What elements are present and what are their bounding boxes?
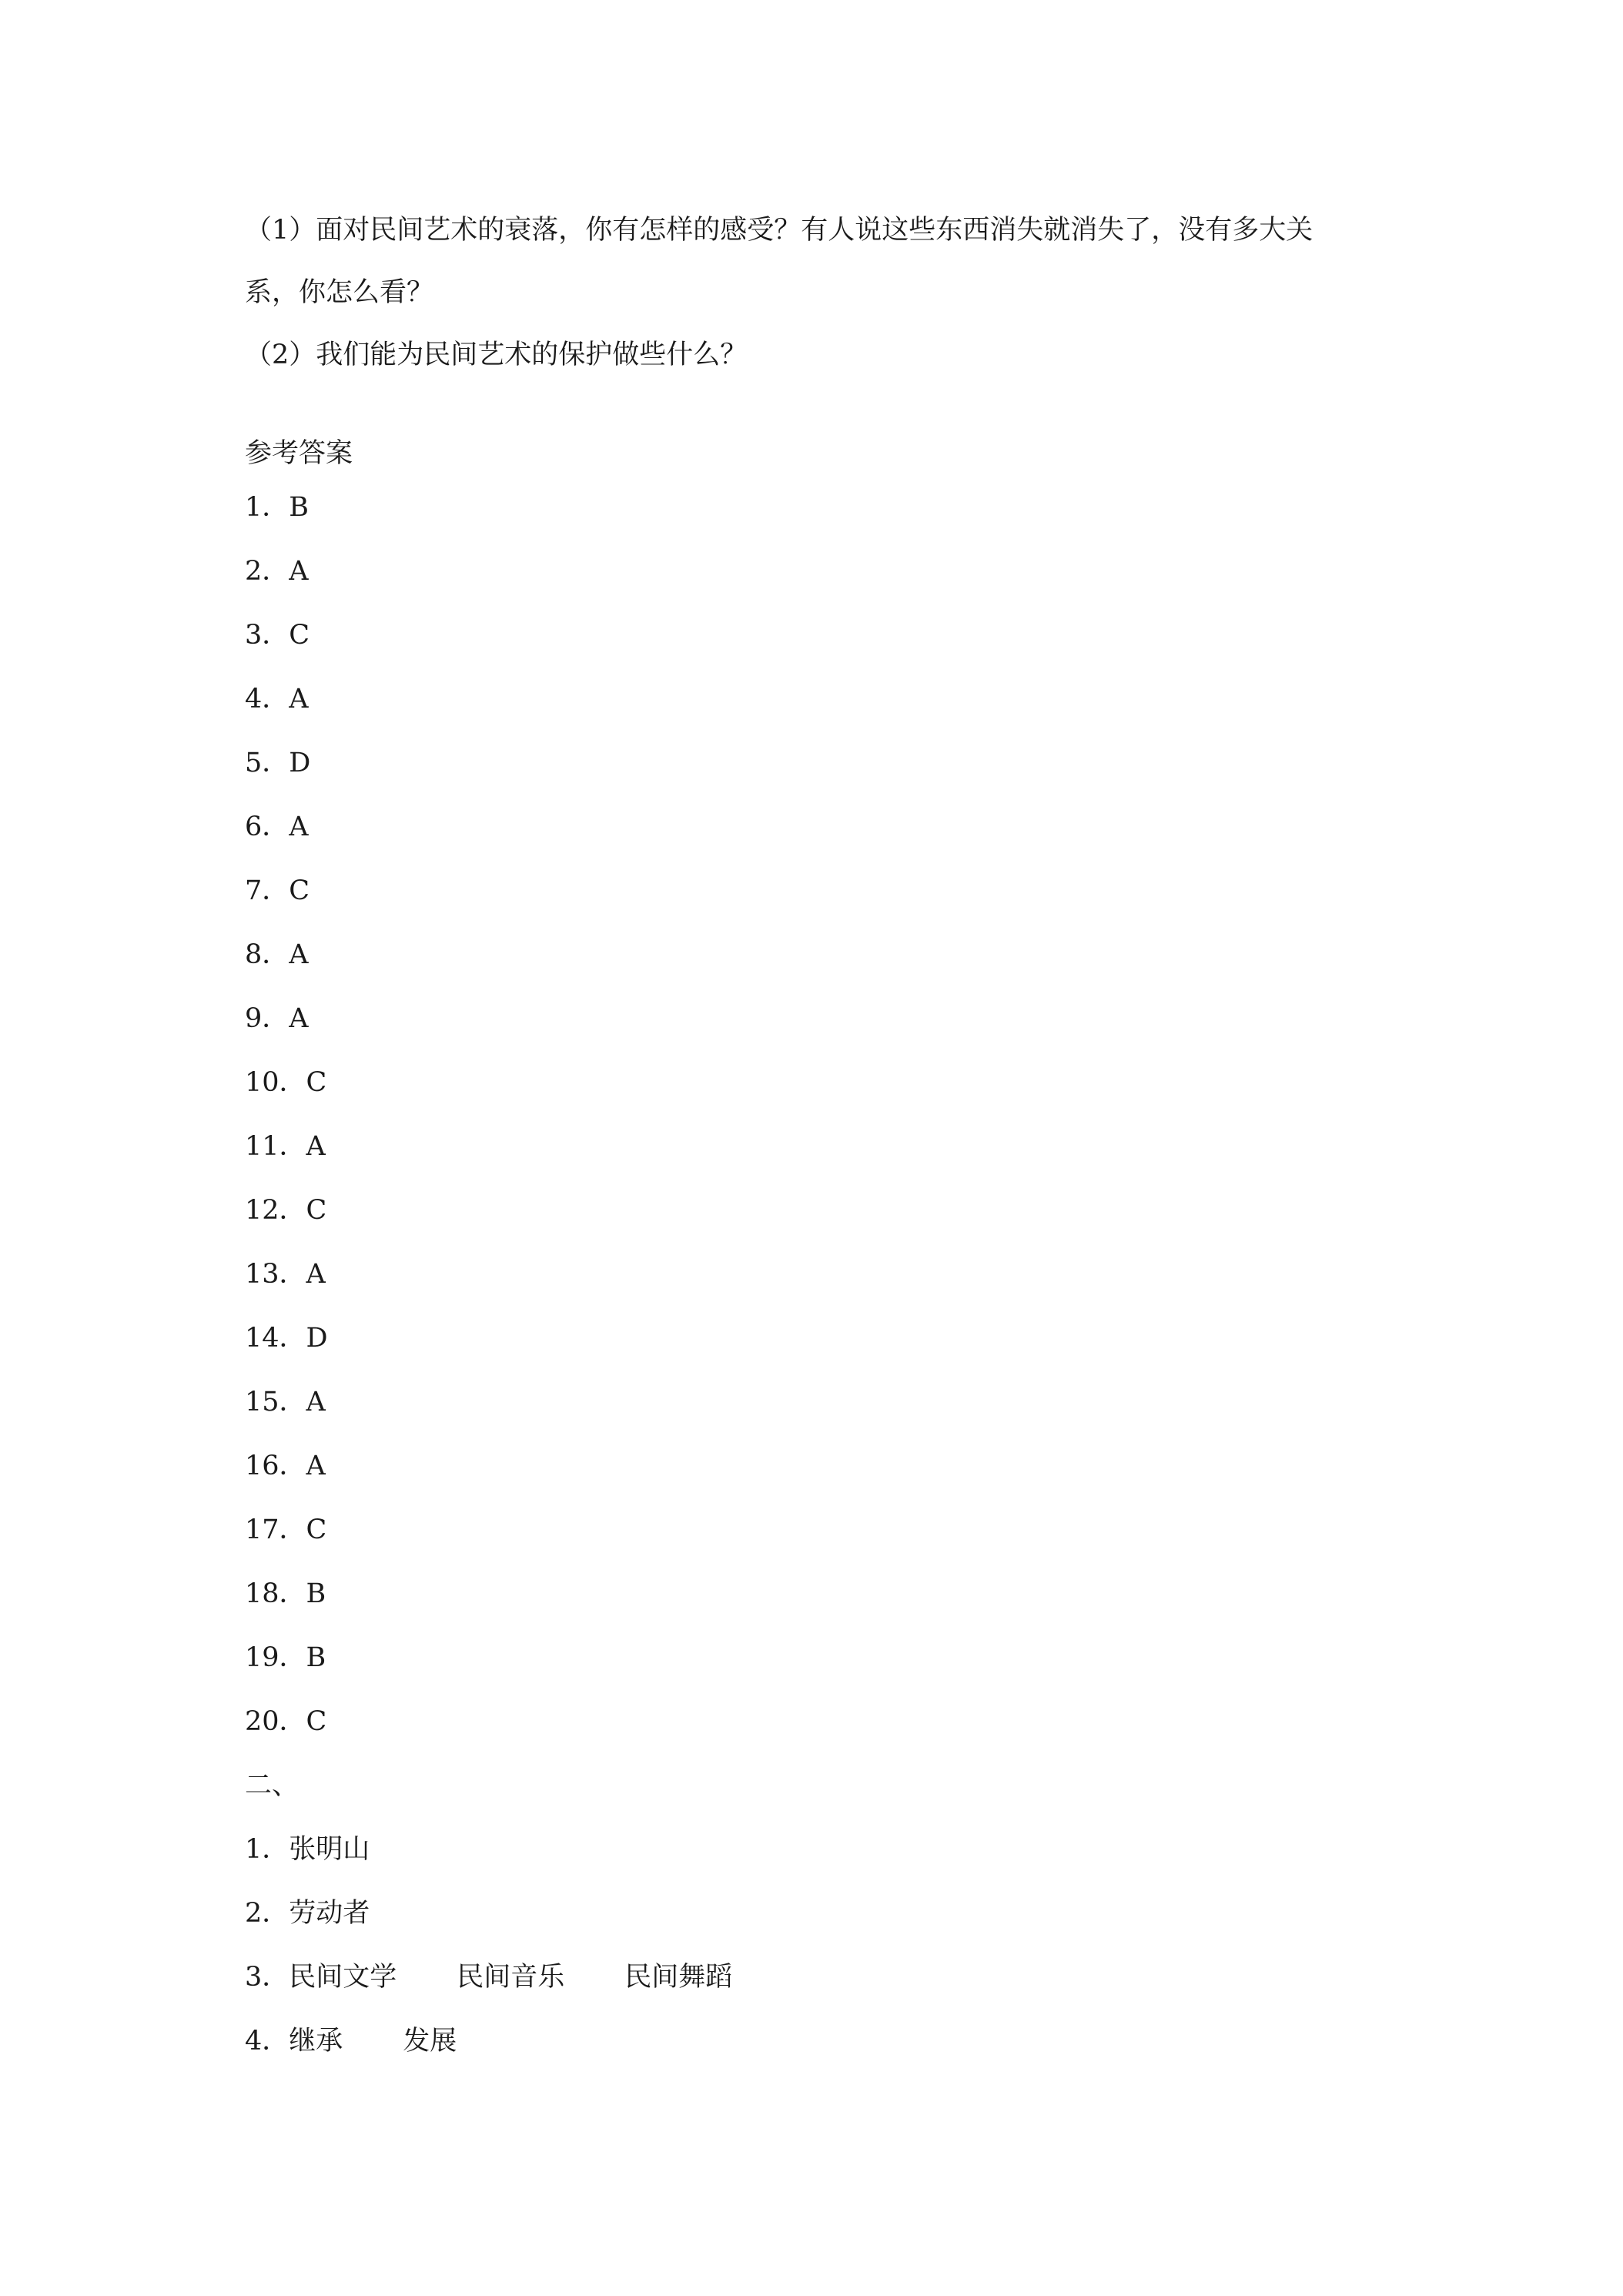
answer-item: 9．A [245, 1003, 309, 1034]
part-2-answer-2: 2．劳动者 [245, 1898, 370, 1929]
answer-item: 2．A [245, 556, 309, 587]
part-2-heading: 二、 [245, 1770, 300, 1801]
part-2-answer-4 [245, 2023, 457, 2059]
answer-item: 17．C [245, 1514, 327, 1545]
answer-item: 6．A [245, 812, 309, 842]
answer-item: 8．A [245, 939, 309, 970]
answer-item: 14．D [245, 1323, 328, 1354]
answer-item: 16．A [245, 1451, 326, 1481]
answer-item: 15．A [245, 1387, 326, 1417]
answer-item: 19．B [245, 1642, 326, 1673]
answer-item: 20．C [245, 1706, 327, 1737]
answer-4-part-b: 发展 [403, 2026, 457, 2057]
answer-item: 3．C [245, 620, 310, 651]
answer-item: 11．A [245, 1131, 326, 1162]
answer-item: 4．A [245, 684, 309, 715]
answer-heading: 参考答案 [245, 438, 353, 469]
answer-3-part-c: 民间舞蹈 [624, 1962, 733, 1993]
answer-item: 5．D [245, 748, 311, 778]
answer-3-part-a: 3．民间文学 [245, 1962, 397, 1993]
answer-3-part-b: 民间音乐 [457, 1962, 565, 1993]
answer-item: 18．B [245, 1578, 326, 1609]
question-1-line-1: （1）面对民间艺术的衰落，你有怎样的感受？有人说这些东西消失就消失了，没有多大关 [245, 215, 1313, 246]
question-1-line-2: 系，你怎么看？ [245, 277, 434, 308]
part-2-answer-1: 1．张明山 [245, 1834, 370, 1865]
answer-item: 1．B [245, 492, 309, 523]
answer-item: 7．C [245, 875, 310, 906]
answer-item: 12．C [245, 1195, 327, 1226]
part-2-answer-3 [245, 1960, 732, 1995]
answer-item: 13．A [245, 1259, 326, 1290]
answer-item: 10．C [245, 1067, 327, 1098]
answer-4-part-a: 4．继承 [245, 2026, 343, 2057]
question-2: （2）我们能为民间艺术的保护做些什么？ [245, 340, 748, 370]
